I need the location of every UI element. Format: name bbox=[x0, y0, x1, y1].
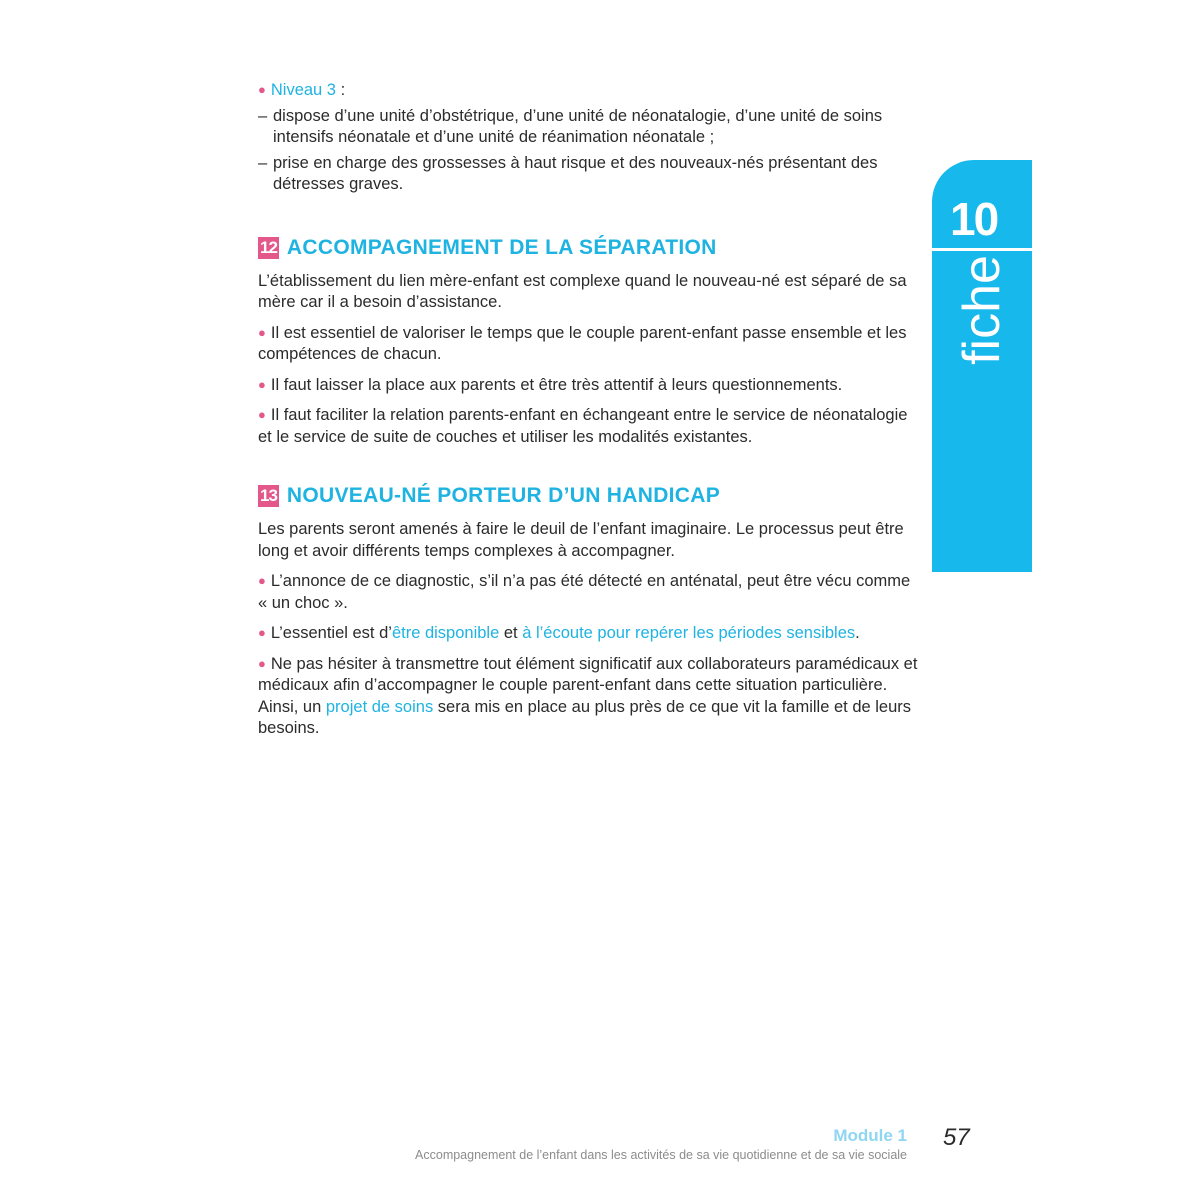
fiche-side-tab bbox=[932, 160, 1032, 572]
bullet-text: L’annonce de ce diagnostic, s’il n’a pas été détecté en anténatal, peut être vécu comme « un choc ». bbox=[258, 572, 911, 612]
footer-module: Module 1 bbox=[833, 1126, 907, 1145]
section-number-badge: 13 bbox=[260, 486, 277, 505]
bullet-item bbox=[258, 623, 918, 645]
bullet-icon: ● bbox=[258, 573, 266, 588]
bullet-text-part: Ne pas hésiter à transmettre tout élément significatif aux collaborateurs paramédicaux et médicaux afin d’accompagner le couple parent-enfant dans cette situation particulière. Ainsi, un bbox=[258, 654, 918, 716]
bullet-text-part: et bbox=[499, 624, 523, 642]
bullet-text-part: sera mis en place au plus près de ce que vit la famille et de leurs besoins. bbox=[258, 697, 912, 737]
footer-subtitle: Accompagnement de l’enfant dans les activités de sa vie quotidienne et de sa vie sociale bbox=[415, 1148, 907, 1162]
bullet-text: Il faut laisser la place aux parents et être très attentif à leurs questionnements. bbox=[270, 375, 843, 394]
highlight-text: être disponible bbox=[391, 624, 500, 642]
bullet-item bbox=[258, 654, 918, 740]
level-label: Niveau 3 bbox=[270, 81, 336, 99]
bullet-item bbox=[258, 405, 918, 448]
dash-icon: – bbox=[258, 106, 268, 125]
bullet-text-part: . bbox=[855, 624, 860, 642]
list-item bbox=[258, 106, 918, 149]
section-13-intro: Les parents seront amenés à faire le deuil de l’enfant imaginaire. Le processus peut être long et avoir différents temps complexes à accompagner. bbox=[258, 520, 904, 560]
bullet-icon: ● bbox=[258, 324, 266, 340]
bullet-item bbox=[258, 323, 918, 366]
bullet-icon: ● bbox=[258, 655, 266, 671]
highlight-text: à l’écoute pour repérer les périodes sensibles bbox=[522, 624, 856, 642]
bullet-icon: ● bbox=[258, 376, 266, 392]
level-suffix: : bbox=[335, 81, 346, 99]
list-item-text: prise en charge des grossesses à haut risque et des nouveaux-nés présentant des détresses graves. bbox=[273, 153, 878, 193]
section-title: ACCOMPAGNEMENT DE LA SÉPARATION bbox=[286, 235, 717, 259]
bullet-text-part: L’essentiel est d’ bbox=[270, 624, 392, 642]
bullet-item bbox=[258, 571, 918, 614]
page-content bbox=[258, 80, 918, 749]
section-13-heading bbox=[258, 482, 918, 510]
bullet-item bbox=[258, 375, 918, 397]
section-number-badge: 12 bbox=[260, 237, 277, 257]
list-item bbox=[258, 153, 918, 196]
level-heading bbox=[258, 80, 918, 102]
section-12-heading bbox=[258, 234, 918, 262]
bullet-text: Il faut faciliter la relation parents-enfant en échangeant entre le service de néonatalogie et le service de suite de couches et utiliser les modalités existantes. bbox=[258, 406, 908, 446]
list-item-text: dispose d’une unité d’obstétrique, d’une unité de néonatalogie, d’une unité de soins intensifs néonatale et d’une unité de réanimation néonatale ; bbox=[273, 106, 883, 146]
section-title: NOUVEAU-NÉ PORTEUR D’UN HANDICAP bbox=[286, 484, 721, 508]
bullet-icon: ● bbox=[258, 625, 266, 640]
dash-icon: – bbox=[258, 153, 268, 172]
bullet-icon: ● bbox=[258, 82, 266, 97]
fiche-label: fiche bbox=[953, 255, 1011, 365]
bullet-icon: ● bbox=[258, 407, 266, 422]
fiche-divider bbox=[932, 248, 1032, 251]
bullet-text: Il est essentiel de valoriser le temps que le couple parent-enfant passe ensemble et les compétences de chacun. bbox=[258, 323, 907, 363]
section-12-intro: L’établissement du lien mère-enfant est complexe quand le nouveau-né est séparé de sa mère car il a besoin d’assistance. bbox=[258, 271, 907, 311]
fiche-number: 10 bbox=[950, 193, 998, 245]
highlight-text: projet de soins bbox=[325, 697, 434, 716]
page-number: 57 bbox=[943, 1124, 970, 1151]
